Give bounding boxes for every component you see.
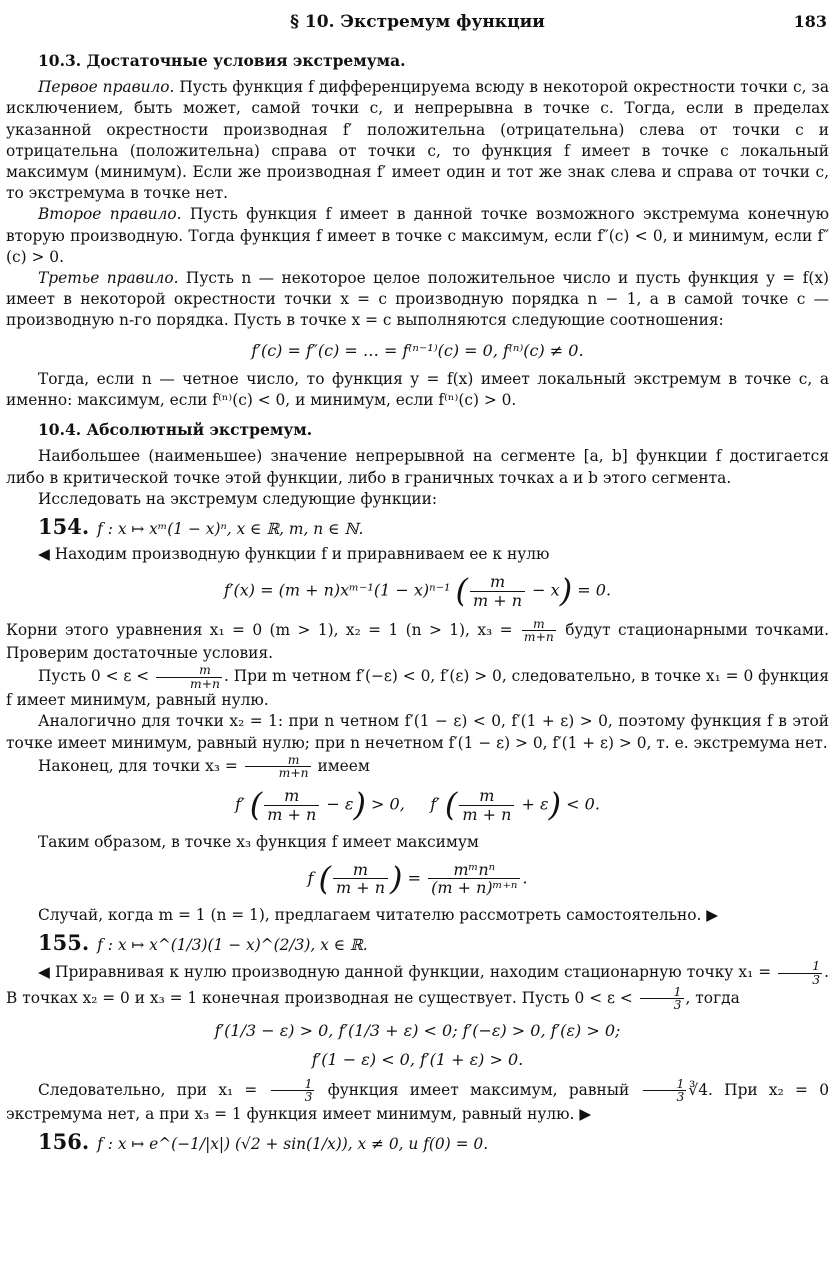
page-title: § 10. Экстремум функции bbox=[290, 12, 545, 32]
function-symbol: f bbox=[307, 868, 314, 888]
left-paren: ( bbox=[455, 571, 469, 610]
rule-3-text: Пусть n — некоторое целое положительное число и пусть функция y = f(x) имеет в некоторой окрестности точки x = c производную порядка n − 1, а в самой точке c — производную n-го порядка. Пусть в точке x = c выполняются следующие соотношения: bbox=[6, 269, 830, 330]
right-paren: ) bbox=[548, 785, 562, 824]
problem-154-x2: Аналогично для точки x₂ = 1: при n четном f′(1 − ε) < 0, f′(1 + ε) > 0, поэтому функция f в этой точке имеет минимум, равный нулю; при n нечетном f′(1 − ε) > 0, f′(1 + ε) > 0, т. е. экстремума нет. bbox=[6, 712, 829, 752]
fraction-denominator: m + n bbox=[470, 591, 525, 610]
problem-154-intro: ◀ Находим производную функции f и приравниваем ее к нулю bbox=[38, 545, 550, 564]
fraction-denominator: m+n bbox=[245, 766, 311, 779]
equation-relation: < 0. bbox=[566, 794, 600, 814]
page-number: 183 bbox=[793, 12, 827, 31]
problem-154-max-text: Таким образом, в точке x₃ функция f имеет максимум bbox=[38, 832, 479, 851]
fraction-denominator: m + n bbox=[264, 805, 319, 824]
derivative-symbol: f′ bbox=[430, 794, 440, 814]
fraction-numerator: m bbox=[284, 786, 300, 806]
problem-154-case: Случай, когда m = 1 (n = 1), предлагаем читателю рассмотреть самостоятельно. ▶ bbox=[38, 905, 719, 924]
fraction-numerator: 1 bbox=[673, 984, 682, 999]
equation-relation: > 0, bbox=[371, 794, 405, 814]
problem-154-statement bbox=[38, 516, 829, 540]
fraction-denominator: 3 bbox=[271, 1090, 315, 1103]
equation-term: − ε bbox=[326, 794, 354, 814]
problem-155-equation-1: f′(1/3 − ε) > 0, f′(1/3 + ε) < 0; f′(−ε) > 0, f′(ε) > 0; bbox=[214, 1020, 621, 1040]
rule-3-paragraph bbox=[6, 268, 829, 332]
problem-number: 156. bbox=[38, 1128, 90, 1154]
fraction-numerator: m bbox=[287, 752, 300, 767]
right-paren: ) bbox=[390, 859, 403, 898]
problem-function: f : x ↦ x^(1/3)(1 − x)^(2/3), x ∈ ℝ. bbox=[97, 936, 368, 955]
problem-154-max-equation bbox=[6, 861, 829, 897]
fraction-numerator: m bbox=[533, 616, 545, 631]
epsilon-text: Пусть 0 < ε < bbox=[38, 667, 155, 686]
rule-2-text: Пусть функция f имеет в данной точке возможного экстремума конечную вторую производную. Тогда функция f имеет в точке c максимум, если f″(c) < 0, и минимум, если f″(c) > 0. bbox=[6, 205, 829, 266]
equation-left: f′(x) = (m + n)xᵐ⁻¹(1 − x)ⁿ⁻¹ bbox=[223, 581, 451, 601]
fraction-numerator: 1 bbox=[812, 959, 821, 974]
study-instruction: Исследовать на экстремум следующие функции: bbox=[38, 489, 438, 508]
fraction-numerator: 1 bbox=[676, 1076, 685, 1091]
equation-end: = 0. bbox=[577, 581, 612, 601]
rule-2-paragraph bbox=[6, 204, 829, 268]
rule-1-paragraph bbox=[6, 77, 829, 204]
fraction bbox=[264, 787, 319, 823]
fraction-denominator: 3 bbox=[640, 998, 684, 1011]
problem-155-intro bbox=[6, 960, 829, 1011]
fraction-numerator: 1 bbox=[304, 1076, 313, 1091]
roots-text: Корни этого уравнения x₁ = 0 (m > 1), x₂ = 1 (n > 1), x₃ = bbox=[6, 620, 520, 639]
problem-number: 155. bbox=[38, 930, 90, 956]
equation-term: + ε bbox=[521, 794, 549, 814]
problem-154-epsilon bbox=[6, 664, 829, 711]
left-paren: ( bbox=[249, 785, 263, 824]
problem-154-derivative-equation bbox=[6, 573, 829, 609]
x3-text: Наконец, для точки x₃ = bbox=[38, 756, 243, 775]
fraction-denominator: m + n bbox=[459, 805, 514, 824]
intro-text-tail: , тогда bbox=[685, 988, 740, 1007]
problem-156-statement bbox=[38, 1128, 829, 1155]
x3-text-tail: имеем bbox=[312, 756, 370, 775]
rule-2-label: Второе правило. bbox=[38, 205, 182, 224]
section-heading-10-3: 10.3. Достаточные условия экстремума. bbox=[38, 51, 406, 70]
problem-154-roots bbox=[6, 618, 829, 665]
rule-3-label: Третье правило. bbox=[38, 269, 179, 288]
fraction bbox=[643, 1078, 687, 1104]
fraction bbox=[245, 754, 311, 780]
problem-155-statement bbox=[38, 932, 829, 956]
fraction bbox=[522, 618, 556, 644]
section-heading-10-4: 10.4. Абсолютный экстремум. bbox=[38, 420, 313, 440]
rule-1-text: Пусть функция f дифференцируема всюду в некоторой окрестности точки c, за исключением, быть может, самой точки c, и непрерывна в точке c. Тогда, если в пределах указанной окрестности производная f′ положительна (отрицательна) слева от точки c и отрицательна (положительна) справа от точки c, то функция f имеет в точке c локальный максимум (минимум). Если же производная f′ имеет один и тот же знак слева и справа от точки c, то экстремума в точке нет. bbox=[6, 78, 829, 203]
roots-text-tail: будут стационарными точками. Проверим достаточные условия. bbox=[6, 620, 829, 663]
fraction-denominator: (m + n)ᵐ⁺ⁿ bbox=[428, 878, 520, 897]
fraction bbox=[156, 664, 222, 690]
rule-3-equation: f′(c) = f″(c) = … = f⁽ⁿ⁻¹⁾(c) = 0, f⁽ⁿ⁾(c) ≠ 0. bbox=[251, 340, 584, 360]
fraction-numerator: m bbox=[352, 859, 369, 879]
problem-function: f : x ↦ xᵐ(1 − x)ⁿ, x ∈ ℝ, m, n ∈ ℕ. bbox=[97, 520, 364, 539]
conclusion-text: Следовательно, при x₁ = bbox=[38, 1080, 269, 1099]
fraction-numerator: mᵐnⁿ bbox=[453, 859, 496, 879]
equation-term: − x bbox=[532, 581, 560, 601]
intro-text-mid: . В точках x₂ = 0 и x₃ = 1 конечная производная не существует. Пусть 0 < ε < bbox=[6, 963, 829, 1007]
fraction-denominator: m + n bbox=[333, 878, 388, 897]
right-paren: ) bbox=[353, 785, 366, 824]
problem-number: 154. bbox=[38, 514, 90, 540]
rule-3-conclusion: Тогда, если n — четное число, то функция y = f(x) имеет локальный экстремум в точке c, а именно: максимум, если f⁽ⁿ⁾(c) < 0, и минимум, если f⁽ⁿ⁾(c) > 0. bbox=[6, 369, 829, 410]
fraction-denominator: 3 bbox=[778, 973, 822, 986]
rule-1-label: Первое правило. bbox=[38, 78, 175, 97]
problem-155-equation-2: f′(1 − ε) < 0, f′(1 + ε) > 0. bbox=[311, 1049, 524, 1069]
fraction-denominator: m+n bbox=[156, 677, 222, 690]
fraction bbox=[459, 787, 514, 823]
derivative-symbol: f′ bbox=[235, 794, 245, 814]
equation-end: . bbox=[522, 868, 528, 888]
epsilon-text-tail: . При m четном f′(−ε) < 0, f′(ε) > 0, следовательно, в точке x₁ = 0 функция f имеет минимум, равный нулю. bbox=[6, 667, 830, 710]
fraction-denominator: 3 bbox=[643, 1090, 687, 1103]
fraction-numerator: m bbox=[489, 572, 506, 592]
fraction-numerator: m bbox=[479, 786, 495, 806]
fraction bbox=[470, 573, 525, 609]
fraction bbox=[333, 861, 388, 897]
problem-function: f : x ↦ e^(−1/|x|) (√2 + sin(1/x)), x ≠ 0, и f(0) = 0. bbox=[97, 1134, 489, 1153]
intro-text: ◀ Приравнивая к нулю производную данной функции, находим стационарную точку x₁ = bbox=[38, 963, 777, 982]
fraction bbox=[640, 986, 684, 1012]
right-paren: ) bbox=[559, 571, 573, 610]
fraction-numerator: m bbox=[199, 663, 211, 678]
absolute-extremum-text: Наибольшее (наименьшее) значение непрерывной на сегменте [a, b] функции f достигается либо в критической точке этой функции, либо в граничных точках a и b этого сегмента. bbox=[6, 447, 829, 487]
conclusion-text-mid: функция имеет максимум, равный bbox=[316, 1080, 641, 1099]
conclusion-text-tail: ∛4. При x₂ = 0 экстремума нет, а при x₃ = 1 функция имеет минимум, равный нулю. ▶ bbox=[6, 1080, 829, 1123]
left-paren: ( bbox=[318, 859, 331, 898]
equals-sign: = bbox=[407, 868, 422, 888]
problem-154-sign-equation bbox=[6, 787, 829, 823]
page-header bbox=[0, 8, 835, 36]
fraction-denominator: m+n bbox=[523, 629, 554, 644]
left-paren: ( bbox=[444, 785, 458, 824]
problem-154-x3 bbox=[6, 754, 829, 780]
problem-155-conclusion bbox=[6, 1078, 829, 1125]
page-content bbox=[6, 46, 829, 1159]
fraction bbox=[271, 1078, 315, 1104]
fraction bbox=[778, 960, 822, 986]
fraction bbox=[428, 861, 520, 897]
